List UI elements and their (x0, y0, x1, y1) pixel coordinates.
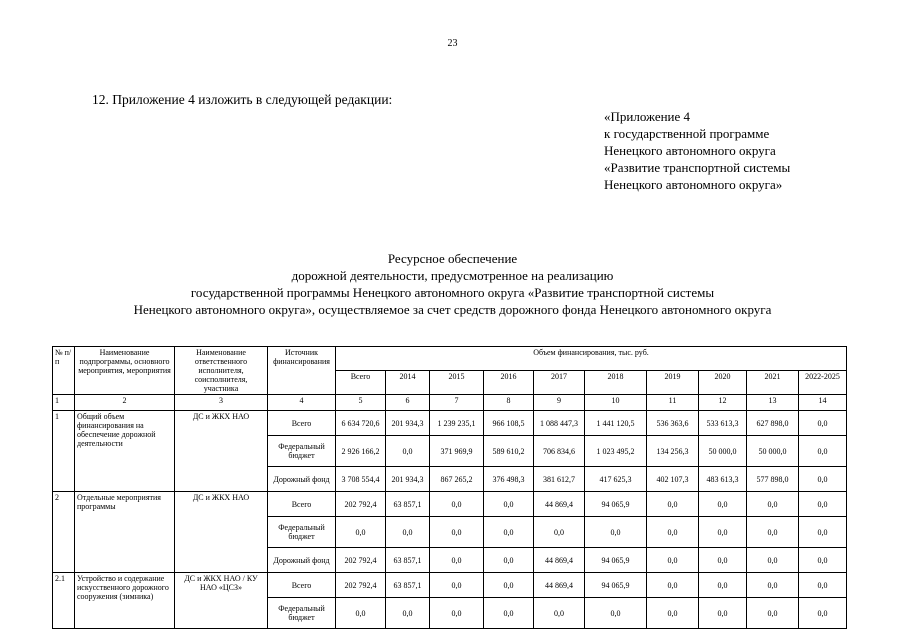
funding-value: 0,0 (430, 573, 484, 598)
funding-value: 0,0 (747, 573, 799, 598)
funding-value: 63 857,1 (386, 548, 430, 573)
row-source: Дорожный фонд (268, 467, 336, 492)
funding-value: 402 107,3 (647, 467, 699, 492)
funding-value: 0,0 (534, 517, 585, 548)
funding-value: 0,0 (799, 548, 847, 573)
header-year: 2014 (386, 371, 430, 395)
funding-value: 0,0 (799, 598, 847, 629)
row-source: Всего (268, 411, 336, 436)
funding-value: 0,0 (647, 492, 699, 517)
column-number: 13 (747, 395, 799, 411)
funding-value: 94 065,9 (585, 573, 647, 598)
funding-value: 44 869,4 (534, 573, 585, 598)
column-number: 14 (799, 395, 847, 411)
funding-value: 0,0 (484, 598, 534, 629)
funding-value: 0,0 (647, 548, 699, 573)
row-number: 2 (53, 492, 75, 573)
funding-value: 867 265,2 (430, 467, 484, 492)
funding-value: 706 834,6 (534, 436, 585, 467)
funding-value: 381 612,7 (534, 467, 585, 492)
appendix-line: «Приложение 4 (604, 109, 691, 124)
row-executor: ДС и ЖКХ НАО (175, 411, 268, 492)
funding-value: 50 000,0 (747, 436, 799, 467)
funding-value: 202 792,4 (336, 492, 386, 517)
appendix-line: Ненецкого автономного округа» (604, 177, 783, 192)
funding-value: 6 634 720,6 (336, 411, 386, 436)
funding-value: 44 869,4 (534, 492, 585, 517)
funding-value: 0,0 (799, 436, 847, 467)
row-name: Устройство и содержание искусственного дорожного сооружения (зимника) (75, 573, 175, 629)
row-source: Федеральный бюджет (268, 517, 336, 548)
funding-value: 0,0 (647, 598, 699, 629)
row-source: Федеральный бюджет (268, 598, 336, 629)
header-year: 2022-2025 (799, 371, 847, 395)
row-source: Всего (268, 492, 336, 517)
funding-value: 0,0 (585, 598, 647, 629)
funding-value: 1 023 495,2 (585, 436, 647, 467)
funding-value: 0,0 (386, 598, 430, 629)
column-number: 4 (268, 395, 336, 411)
funding-value: 0,0 (430, 517, 484, 548)
header-year: 2016 (484, 371, 534, 395)
header-source: Источник финансирования (268, 347, 336, 395)
column-number: 12 (699, 395, 747, 411)
funding-value: 0,0 (430, 548, 484, 573)
row-source: Дорожный фонд (268, 548, 336, 573)
funding-table (52, 346, 847, 629)
funding-value: 577 898,0 (747, 467, 799, 492)
funding-value: 0,0 (484, 517, 534, 548)
funding-value: 0,0 (484, 573, 534, 598)
funding-value: 1 441 120,5 (585, 411, 647, 436)
funding-value: 0,0 (799, 492, 847, 517)
funding-value: 0,0 (747, 548, 799, 573)
funding-value: 0,0 (430, 492, 484, 517)
column-number-row (53, 395, 847, 411)
funding-table-container (52, 346, 847, 629)
funding-value: 376 498,3 (484, 467, 534, 492)
funding-value: 0,0 (336, 517, 386, 548)
funding-value: 536 363,6 (647, 411, 699, 436)
funding-value: 94 065,9 (585, 548, 647, 573)
funding-value: 0,0 (647, 573, 699, 598)
funding-value: 589 610,2 (484, 436, 534, 467)
funding-value: 202 792,4 (336, 573, 386, 598)
amendment-intro: 12. Приложение 4 изложить в следующей редакции: (92, 92, 393, 107)
funding-value: 0,0 (699, 573, 747, 598)
funding-value: 63 857,1 (386, 573, 430, 598)
funding-value: 0,0 (647, 517, 699, 548)
funding-value: 44 869,4 (534, 548, 585, 573)
funding-value: 94 065,9 (585, 492, 647, 517)
column-number: 3 (175, 395, 268, 411)
header-executor: Наименование ответственного исполнителя, соисполнителя, участника (175, 347, 268, 395)
funding-value: 483 613,3 (699, 467, 747, 492)
funding-value: 0,0 (585, 517, 647, 548)
funding-value: 371 969,9 (430, 436, 484, 467)
funding-value: 0,0 (336, 598, 386, 629)
funding-value: 1 088 447,3 (534, 411, 585, 436)
row-executor: ДС и ЖКХ НАО / КУ НАО «ЦСЗ» (175, 573, 268, 629)
title-line: Ресурсное обеспечение (387, 251, 518, 266)
funding-value: 0,0 (699, 598, 747, 629)
funding-value: 0,0 (747, 492, 799, 517)
funding-value: 3 708 554,4 (336, 467, 386, 492)
column-number: 1 (53, 395, 75, 411)
row-executor: ДС и ЖКХ НАО (175, 492, 268, 573)
funding-value: 0,0 (747, 598, 799, 629)
column-number: 8 (484, 395, 534, 411)
funding-value: 0,0 (699, 517, 747, 548)
funding-value: 0,0 (386, 436, 430, 467)
funding-value: 0,0 (430, 598, 484, 629)
funding-value: 0,0 (386, 517, 430, 548)
header-year: 2017 (534, 371, 585, 395)
row-name: Отдельные мероприятия программы (75, 492, 175, 573)
appendix-line: «Развитие транспортной системы (604, 160, 791, 175)
row-name: Общий объем финансирования на обеспечение дорожной деятельности (75, 411, 175, 492)
header-year: 2015 (430, 371, 484, 395)
funding-value: 201 934,3 (386, 467, 430, 492)
header-year: 2019 (647, 371, 699, 395)
appendix-caption (604, 108, 790, 193)
title-line: дорожной деятельности, предусмотренное на реализацию (291, 268, 614, 283)
table-row (53, 492, 847, 517)
funding-value: 2 926 166,2 (336, 436, 386, 467)
funding-value: 0,0 (699, 492, 747, 517)
funding-value: 50 000,0 (699, 436, 747, 467)
row-source: Всего (268, 573, 336, 598)
funding-value: 0,0 (534, 598, 585, 629)
funding-value: 417 625,3 (585, 467, 647, 492)
row-source: Федеральный бюджет (268, 436, 336, 467)
funding-value: 0,0 (799, 573, 847, 598)
header-name: Наименование подпрограммы, основного мероприятия, мероприятия (75, 347, 175, 395)
funding-value: 0,0 (747, 517, 799, 548)
funding-value: 0,0 (799, 517, 847, 548)
column-number: 11 (647, 395, 699, 411)
funding-value: 134 256,3 (647, 436, 699, 467)
column-number: 9 (534, 395, 585, 411)
funding-value: 0,0 (799, 411, 847, 436)
funding-value: 0,0 (699, 548, 747, 573)
funding-value: 1 239 235,1 (430, 411, 484, 436)
funding-value: 966 108,5 (484, 411, 534, 436)
column-number: 6 (386, 395, 430, 411)
funding-value: 0,0 (799, 467, 847, 492)
appendix-line: к государственной программе (604, 126, 770, 141)
column-number: 2 (75, 395, 175, 411)
header-num: № п/п (53, 347, 75, 395)
column-number: 7 (430, 395, 484, 411)
header-year: 2021 (747, 371, 799, 395)
title-line: Ненецкого автономного округа», осуществляемое за счет средств дорожного фонда Ненецкого автономного округа (133, 302, 772, 317)
funding-value: 63 857,1 (386, 492, 430, 517)
row-number: 1 (53, 411, 75, 492)
header-year: 2018 (585, 371, 647, 395)
column-number: 10 (585, 395, 647, 411)
title-line: государственной программы Ненецкого автономного округа «Развитие транспортной системы (190, 285, 715, 300)
funding-value: 201 934,3 (386, 411, 430, 436)
funding-value: 0,0 (484, 492, 534, 517)
row-number: 2.1 (53, 573, 75, 629)
header-volume: Объем финансирования, тыс. руб. (336, 347, 847, 371)
document-title (0, 250, 905, 318)
table-row (53, 573, 847, 598)
funding-value: 627 898,0 (747, 411, 799, 436)
funding-value: 533 613,3 (699, 411, 747, 436)
page-number: 23 (447, 38, 458, 49)
funding-value: 202 792,4 (336, 548, 386, 573)
header-year: Всего (336, 371, 386, 395)
funding-value: 0,0 (484, 548, 534, 573)
column-number: 5 (336, 395, 386, 411)
appendix-line: Ненецкого автономного округа (604, 143, 776, 158)
table-row (53, 411, 847, 436)
header-year: 2020 (699, 371, 747, 395)
